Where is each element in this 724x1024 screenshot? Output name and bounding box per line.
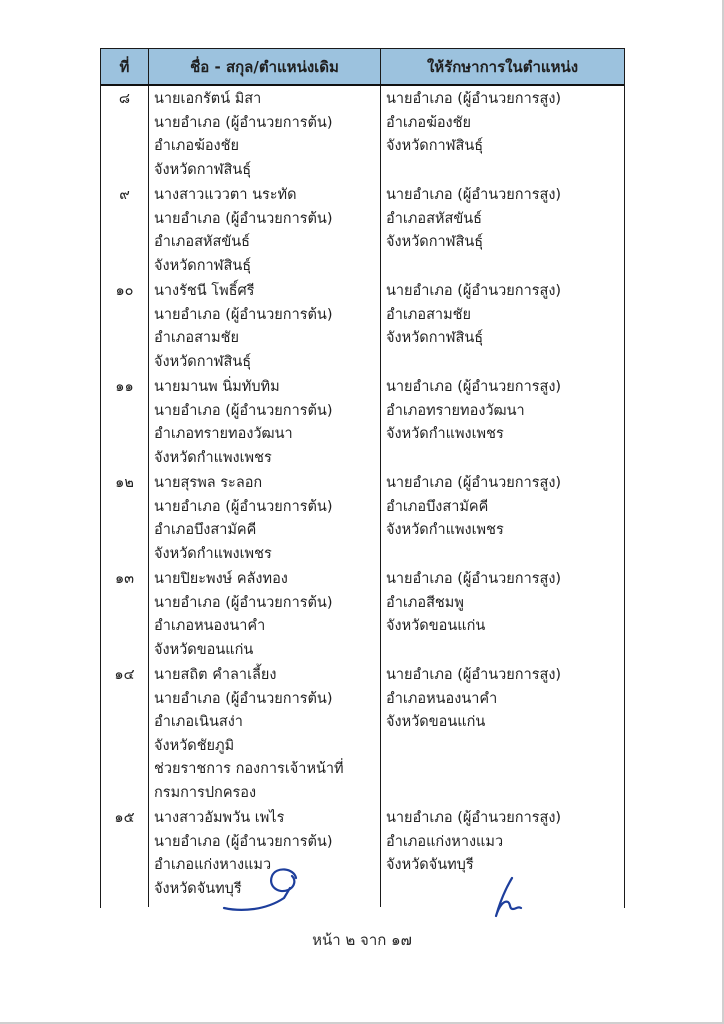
- header-name-former-position: ชื่อ - สกุล/ตำแหน่งเดิม: [148, 49, 380, 84]
- table-row: [101, 278, 624, 374]
- text-line: จังหวัดกำแพงเพชร: [154, 545, 272, 562]
- text-line: นายอำเภอ (ผู้อำนวยการสูง): [386, 571, 562, 587]
- name-former-position-cell: [148, 182, 380, 278]
- text-line: อำเภอเนินสง่า: [154, 714, 243, 730]
- acting-position-cell: [380, 182, 624, 278]
- text-line: จังหวัดกำแพงเพชร: [386, 522, 504, 538]
- name-former-position-cell: [148, 470, 380, 566]
- text-line: นายอำเภอ (ผู้อำนวยการต้น): [154, 690, 333, 707]
- text-line: นางรัชนี โพธิ์ศรี: [154, 283, 255, 299]
- text-line: อำเภอแก่งหางแมว: [154, 857, 272, 873]
- table-header-row: [101, 49, 624, 86]
- name-former-position-cell: [148, 566, 380, 662]
- text-line: อำเภอสีชมพู: [386, 594, 464, 611]
- row-number: ๑๔: [114, 667, 135, 683]
- text-line: อำเภอหนองนาคำ: [386, 690, 498, 707]
- text-line: จังหวัดจันทบุรี: [154, 880, 242, 897]
- text-line: อำเภอสหัสขันธ์: [154, 234, 251, 250]
- text-line: จังหวัดขอนแก่น: [154, 641, 254, 658]
- table-row: [101, 662, 624, 805]
- filler-cell: [148, 901, 380, 907]
- text-line: อำเภอฆ้องชัย: [154, 138, 239, 154]
- text-line: จังหวัดกาฬสินธุ์: [386, 138, 484, 154]
- row-number: ๙: [119, 187, 130, 203]
- acting-position-cell: [380, 805, 624, 901]
- text-line: นายปิยะพงษ์ คลังทอง: [154, 571, 288, 587]
- name-former-position-cell: [148, 278, 380, 374]
- text-line: นายอำเภอ (ผู้อำนวยการสูง): [386, 187, 562, 203]
- text-line: อำเภอทรายทองวัฒนา: [154, 426, 293, 442]
- text-line: นายอำเภอ (ผู้อำนวยการต้น): [154, 306, 333, 323]
- text-line: อำเภอบึงสามัคคี: [386, 498, 489, 515]
- text-line: จังหวัดกาฬสินธุ์: [386, 330, 484, 346]
- name-former-position-cell: [148, 86, 380, 182]
- table-body: [101, 86, 624, 907]
- text-line: อำเภอสหัสขันธ์: [386, 210, 483, 227]
- filler-cell: [380, 901, 624, 907]
- header-no: ที่: [119, 57, 130, 76]
- text-line: นายอำเภอ (ผู้อำนวยการต้น): [154, 833, 333, 850]
- header-acting-position: ให้รักษาการในตำแหน่ง: [380, 49, 624, 84]
- text-line: นางสาวอัมพวัน เพไร: [154, 810, 285, 826]
- text-line: จังหวัดกาฬสินธุ์: [154, 257, 252, 274]
- text-line: นายอำเภอ (ผู้อำนวยการต้น): [154, 594, 333, 611]
- name-former-position-cell: [148, 662, 380, 805]
- text-line: อำเภอหนองนาคำ: [154, 618, 266, 634]
- text-line: กรมการปกครอง: [154, 784, 257, 801]
- text-line: นายมานพ นิ่มทับทิม: [154, 379, 280, 395]
- text-line: อำเภอทรายทองวัฒนา: [386, 402, 525, 419]
- row-number: ๑๑: [115, 379, 134, 395]
- text-line: จังหวัดขอนแก่น: [386, 714, 486, 730]
- filler-cell: [101, 901, 148, 907]
- text-line: นายอำเภอ (ผู้อำนวยการต้น): [154, 498, 333, 515]
- row-number: ๑๐: [115, 283, 134, 299]
- text-line: นายสถิต คำลาเลี้ยง: [154, 667, 277, 683]
- text-line: นายอำเภอ (ผู้อำนวยการสูง): [386, 91, 562, 107]
- text-line: จังหวัดกาฬสินธุ์: [154, 161, 252, 178]
- text-line: นายอำเภอ (ผู้อำนวยการสูง): [386, 810, 562, 826]
- text-line: นายอำเภอ (ผู้อำนวยการสูง): [386, 667, 562, 683]
- table-row: [101, 805, 624, 901]
- acting-position-cell: [380, 278, 624, 374]
- text-line: นายอำเภอ (ผู้อำนวยการต้น): [154, 210, 333, 227]
- name-former-position-cell: [148, 805, 380, 901]
- text-line: นายอำเภอ (ผู้อำนวยการสูง): [386, 379, 562, 395]
- text-line: นายเอกรัตน์ มิสา: [154, 91, 262, 107]
- text-line: จังหวัดกาฬสินธุ์: [386, 234, 484, 250]
- text-line: อำเภอฆ้องชัย: [386, 114, 471, 131]
- text-line: นายอำเภอ (ผู้อำนวยการต้น): [154, 402, 333, 419]
- text-line: อำเภอสามชัย: [386, 306, 471, 323]
- text-line: จังหวัดขอนแก่น: [386, 618, 486, 634]
- text-line: จังหวัดกาฬสินธุ์: [154, 353, 252, 370]
- text-line: นายอำเภอ (ผู้อำนวยการต้น): [154, 114, 333, 131]
- row-number: ๑๒: [115, 475, 134, 491]
- acting-position-cell: [380, 374, 624, 470]
- table-row: [101, 470, 624, 566]
- acting-position-cell: [380, 566, 624, 662]
- row-number: ๑๓: [114, 571, 135, 587]
- name-former-position-cell: [148, 374, 380, 470]
- row-number: ๑๕: [114, 810, 135, 826]
- text-line: จังหวัดจันทบุรี: [386, 857, 474, 873]
- text-line: จังหวัดกำแพงเพชร: [386, 426, 504, 442]
- row-number: ๘: [118, 91, 131, 107]
- appointments-table: [100, 48, 625, 908]
- page-number: หน้า ๒ จาก ๑๗: [312, 931, 412, 949]
- table-row: [101, 374, 624, 470]
- text-line: ช่วยราชการ กองการเจ้าหน้าที่: [154, 761, 344, 777]
- table-row: [101, 566, 624, 662]
- text-line: อำเภอแก่งหางแมว: [386, 833, 504, 850]
- text-line: อำเภอบึงสามัคคี: [154, 522, 257, 538]
- text-line: นายอำเภอ (ผู้อำนวยการสูง): [386, 475, 562, 491]
- acting-position-cell: [380, 86, 624, 182]
- text-line: นายอำเภอ (ผู้อำนวยการสูง): [386, 283, 562, 299]
- text-line: นางสาวแววตา นระทัด: [154, 187, 297, 203]
- acting-position-cell: [380, 662, 624, 805]
- table-row: [101, 182, 624, 278]
- acting-position-cell: [380, 470, 624, 566]
- table-row: [101, 86, 624, 182]
- text-line: นายสุรพล ระลอก: [154, 475, 263, 491]
- text-line: อำเภอสามชัย: [154, 330, 239, 346]
- text-line: จังหวัดกำแพงเพชร: [154, 449, 272, 466]
- text-line: จังหวัดชัยภูมิ: [154, 737, 235, 754]
- table-body-filler: [101, 901, 624, 907]
